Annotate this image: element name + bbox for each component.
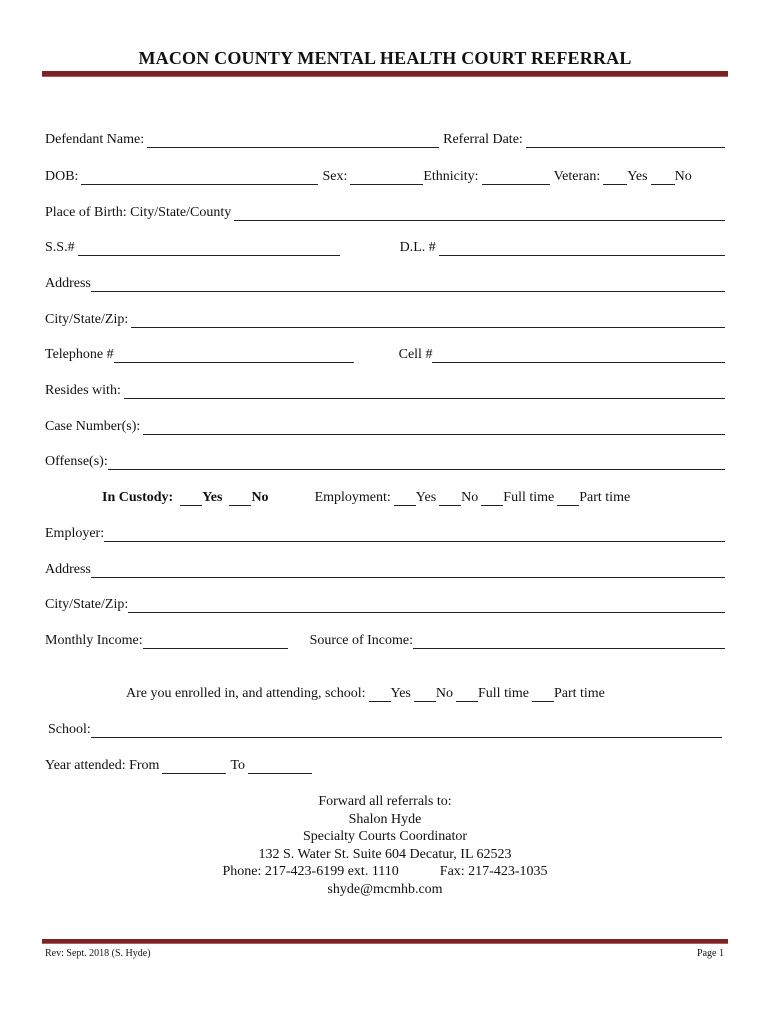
address-label: Address: [45, 276, 91, 291]
custody-yes-label: Yes: [202, 490, 223, 505]
school-fulltime-field[interactable]: [456, 687, 478, 702]
employer-field[interactable]: [104, 527, 725, 542]
school-field[interactable]: [91, 723, 722, 738]
employment-fulltime-label: Full time: [503, 490, 555, 505]
resides-with-field[interactable]: [124, 384, 725, 399]
footer-revision: Rev: Sept. 2018 (S. Hyde): [45, 948, 151, 959]
veteran-yes-field[interactable]: [603, 170, 627, 185]
address-field[interactable]: [91, 277, 725, 292]
place-of-birth-label: Place of Birth: City/State/County: [45, 205, 232, 220]
case-numbers-field[interactable]: [143, 420, 725, 435]
row-school-question: [126, 684, 666, 702]
employment-yes-label: Yes: [415, 490, 437, 505]
employment-fulltime-field[interactable]: [481, 491, 503, 506]
year-to-field[interactable]: [248, 759, 312, 774]
referral-date-label: Referral Date:: [443, 132, 523, 147]
contact-fax: Fax: 217-423-1035: [439, 864, 548, 879]
monthly-income-label: Monthly Income:: [45, 633, 143, 648]
source-of-income-field[interactable]: [413, 634, 725, 649]
employer-label: Employer:: [45, 526, 105, 541]
row-city-state-zip: [45, 310, 725, 328]
row-ss-dl: [45, 238, 725, 256]
cell-field[interactable]: [432, 348, 725, 363]
defendant-name-label: Defendant Name:: [45, 132, 145, 147]
place-of-birth-field[interactable]: [234, 206, 725, 221]
custody-no-field[interactable]: [229, 491, 251, 506]
contact-name: Shalon Hyde: [348, 811, 422, 827]
in-custody-label: In Custody:: [102, 490, 174, 505]
telephone-label: Telephone #: [45, 347, 114, 362]
employment-no-field[interactable]: [439, 491, 461, 506]
dl-field[interactable]: [439, 241, 725, 256]
form-title: MACON COUNTY MENTAL HEALTH COURT REFERRAL: [138, 48, 632, 68]
contact-phone-fax: [0, 863, 770, 881]
ethnicity-label: Ethnicity:: [423, 169, 479, 184]
contact-phone: Phone: 217-423-6199 ext. 1110: [222, 864, 399, 879]
row-employer-city: [45, 595, 725, 613]
employer-address-label: Address: [45, 562, 91, 577]
sex-field[interactable]: [350, 170, 423, 185]
resides-with-label: Resides with:: [45, 383, 121, 398]
header-divider-thin: [42, 76, 728, 77]
school-parttime-label: Part time: [553, 686, 605, 701]
row-year-attended: [45, 756, 345, 774]
row-employer: [45, 524, 725, 542]
contact-role: Specialty Courts Coordinator: [302, 829, 468, 844]
cell-label: Cell #: [398, 347, 433, 362]
ethnicity-field[interactable]: [482, 170, 550, 185]
case-numbers-label: Case Number(s):: [45, 419, 141, 434]
school-no-field[interactable]: [414, 687, 436, 702]
row-offenses: [45, 452, 725, 470]
contact-address: 132 S. Water St. Suite 604 Decatur, IL 62523: [258, 846, 512, 862]
ss-label: S.S.#: [45, 240, 75, 255]
school-label: School:: [48, 722, 91, 737]
custody-no-label: No: [251, 490, 269, 505]
city-state-zip-label: City/State/Zip:: [45, 312, 129, 327]
employer-city-field[interactable]: [128, 598, 725, 613]
contact-email: shyde@mcmhb.com: [327, 881, 443, 897]
forward-line: Forward all referrals to:: [318, 794, 452, 809]
row-school: [48, 720, 722, 738]
school-yes-label: Yes: [390, 686, 411, 701]
employment-no-label: No: [461, 490, 479, 505]
row-employer-address: [45, 560, 725, 578]
year-to-label: To: [230, 758, 246, 773]
forward-block: [0, 793, 770, 898]
sex-label: Sex:: [322, 169, 348, 184]
custody-yes-field[interactable]: [180, 491, 202, 506]
veteran-yes-label: Yes: [627, 169, 648, 184]
row-defendant: [45, 130, 725, 148]
footer-page-number: Page 1: [697, 948, 724, 959]
monthly-income-field[interactable]: [143, 634, 288, 649]
dl-label: D.L. #: [399, 240, 436, 255]
school-yes-field[interactable]: [369, 687, 391, 702]
employment-yes-field[interactable]: [394, 491, 416, 506]
employment-parttime-field[interactable]: [557, 491, 579, 506]
row-income: [45, 631, 725, 649]
row-case-numbers: [45, 417, 725, 435]
footer-divider-thin: [42, 943, 728, 944]
row-telephone: [45, 345, 725, 363]
year-from-label: Year attended: From: [45, 758, 160, 773]
row-resides-with: [45, 381, 725, 399]
school-parttime-field[interactable]: [532, 687, 554, 702]
school-no-label: No: [435, 686, 453, 701]
school-question-label: Are you enrolled in, and attending, school:: [126, 686, 366, 701]
ss-field[interactable]: [78, 241, 340, 256]
source-of-income-label: Source of Income:: [309, 633, 414, 648]
veteran-no-field[interactable]: [651, 170, 675, 185]
school-fulltime-label: Full time: [478, 686, 529, 701]
employer-address-field[interactable]: [91, 563, 725, 578]
telephone-field[interactable]: [114, 348, 354, 363]
employment-label: Employment:: [314, 490, 391, 505]
row-address: [45, 274, 725, 292]
dob-field[interactable]: [81, 170, 318, 185]
row-custody-employment: [102, 488, 722, 506]
year-from-field[interactable]: [162, 759, 226, 774]
row-dob: [45, 167, 725, 185]
city-state-zip-field[interactable]: [131, 313, 725, 328]
defendant-name-field[interactable]: [147, 133, 439, 148]
offenses-label: Offense(s):: [45, 454, 108, 469]
employer-city-label: City/State/Zip:: [45, 597, 129, 612]
veteran-no-label: No: [674, 169, 692, 184]
referral-date-field[interactable]: [526, 133, 725, 148]
dob-label: DOB:: [45, 169, 79, 184]
veteran-label: Veteran:: [553, 169, 601, 184]
employment-parttime-label: Part time: [579, 490, 631, 505]
row-place-of-birth: [45, 203, 725, 221]
offenses-field[interactable]: [108, 455, 725, 470]
